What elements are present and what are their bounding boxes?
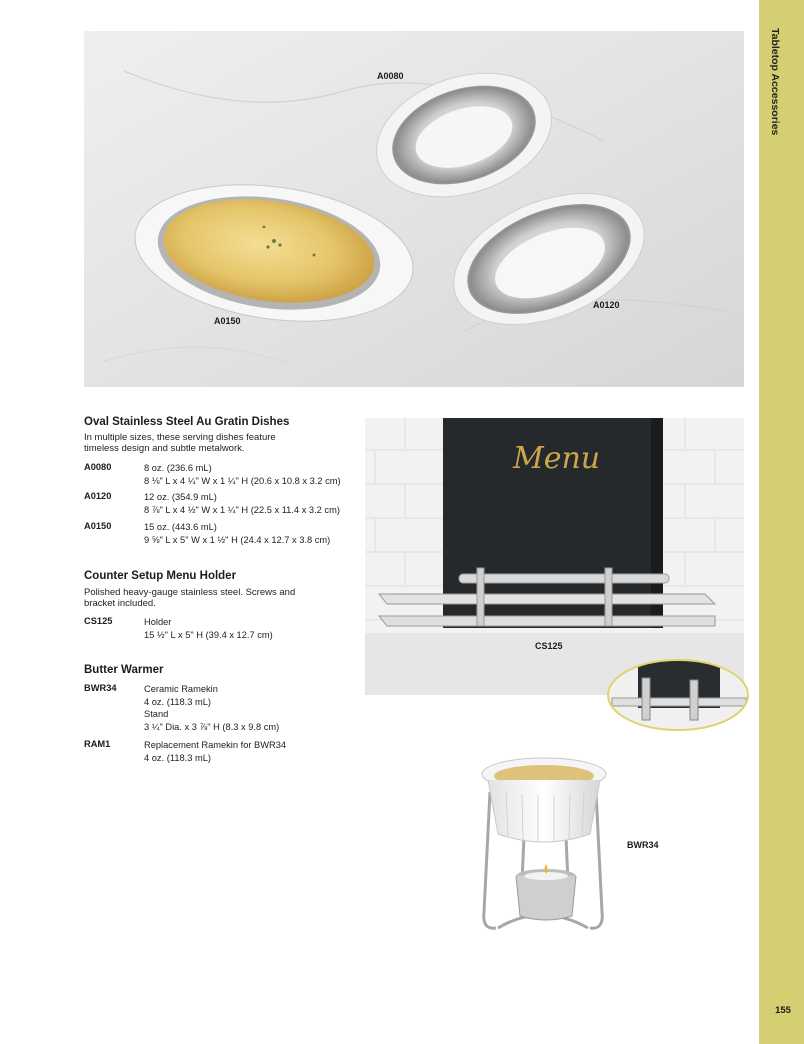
menu-holder-photo bbox=[365, 418, 744, 695]
sku: A0150 bbox=[84, 521, 112, 531]
spec-row-a0150 bbox=[84, 521, 354, 547]
butter-warmer-photo bbox=[476, 752, 611, 950]
spec-row-ram1 bbox=[84, 739, 354, 765]
spec-lines: 12 oz. (354.9 mL) 8 ⅞" L x 4 ½" W x 1 ¼" H (22.5 x 11.4 x 3.2 cm) bbox=[144, 492, 340, 515]
label-a0150: A0150 bbox=[214, 316, 241, 326]
side-tab-title: Tabletop Accessories bbox=[769, 28, 781, 136]
spec-lines: 15 oz. (443.6 mL) 9 ⅝" L x 5" W x 1 ½" H (24.4 x 12.7 x 3.8 cm) bbox=[144, 522, 331, 545]
spec-row-cs125 bbox=[84, 616, 354, 642]
label-a0120: A0120 bbox=[593, 300, 620, 310]
sku: A0120 bbox=[84, 491, 112, 501]
ramekin bbox=[482, 758, 606, 842]
menu-holder-detail-inset bbox=[606, 658, 750, 732]
section-description-menu-holder: Polished heavy-gauge stainless steel. Screws and bracket included. bbox=[84, 587, 296, 609]
candle-holder bbox=[516, 864, 576, 920]
spec-lines: Replacement Ramekin for BWR34 4 oz. (118.3 mL) bbox=[144, 740, 287, 763]
spec-row-a0120 bbox=[84, 491, 354, 517]
label-cs125: CS125 bbox=[535, 641, 563, 651]
spec-lines: Holder 15 ½" L x 5" H (39.4 x 12.7 cm) bbox=[144, 617, 273, 640]
spec-lines: 8 oz. (236.6 mL) 8 ⅛" L x 4 ¼" W x 1 ¼" H (20.6 x 10.8 x 3.2 cm) bbox=[144, 463, 341, 486]
sku: RAM1 bbox=[84, 739, 111, 749]
sku: A0080 bbox=[84, 462, 112, 472]
label-a0080: A0080 bbox=[377, 71, 404, 81]
section-title-au-gratin: Oval Stainless Steel Au Gratin Dishes bbox=[84, 416, 290, 428]
menu-sign-text: Menu bbox=[513, 441, 601, 476]
spec-row-a0080 bbox=[84, 462, 354, 488]
section-title-butter-warmer: Butter Warmer bbox=[84, 664, 164, 676]
spec-row-bwr34 bbox=[84, 683, 354, 735]
section-description-au-gratin: In multiple sizes, these serving dishes feature timeless design and subtle metalwork. bbox=[84, 432, 276, 454]
side-tab bbox=[759, 0, 804, 1044]
label-bwr34: BWR34 bbox=[627, 840, 659, 850]
sku: CS125 bbox=[84, 616, 113, 626]
au-gratin-dishes-photo bbox=[84, 31, 744, 387]
section-title-menu-holder: Counter Setup Menu Holder bbox=[84, 570, 237, 582]
sku: BWR34 bbox=[84, 683, 117, 693]
spec-lines: Ceramic Ramekin 4 oz. (118.3 mL) Stand 3 ¼" Dia. x 3 ⅞" H (8.3 x 9.8 cm) bbox=[144, 684, 280, 732]
page-number: 155 bbox=[775, 1005, 791, 1016]
